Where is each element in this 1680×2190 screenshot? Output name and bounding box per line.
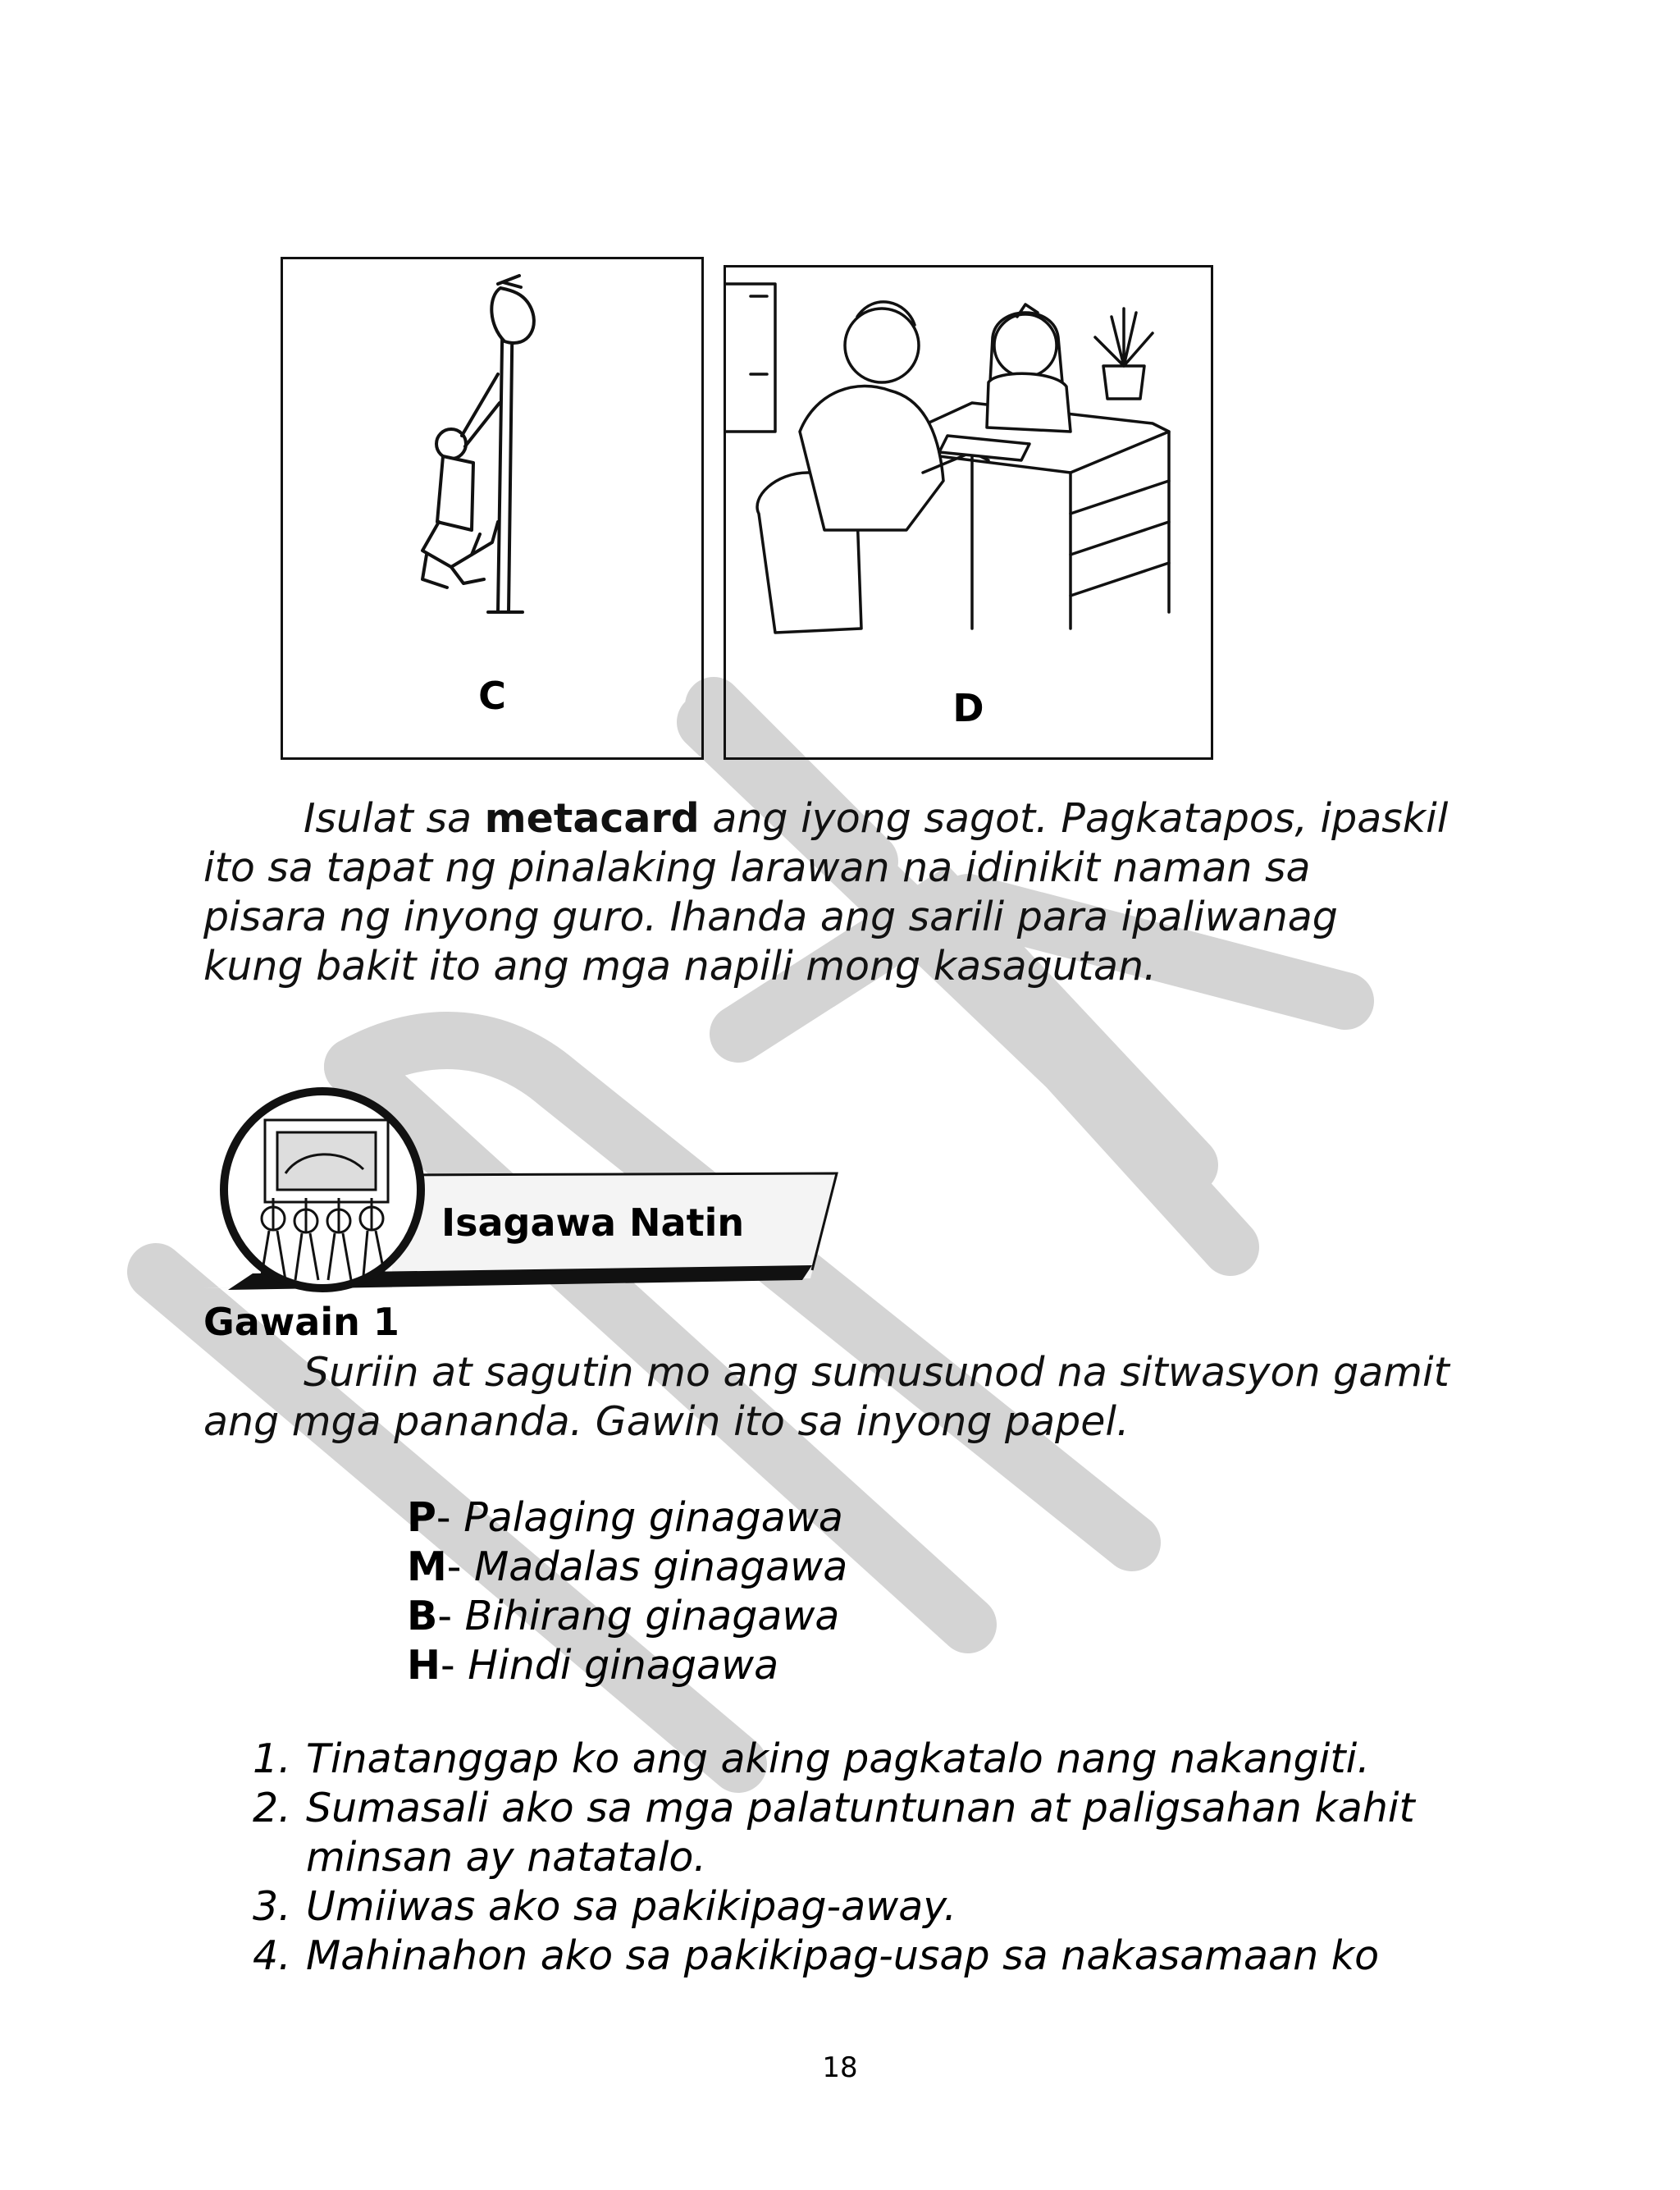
legend-row: P- Palaging ginagawa (407, 1494, 843, 1541)
section-banner (203, 1075, 851, 1298)
instruction-line-1: Suriin at sagutin mo ang sumusunod na sitwasyon gamit (304, 1349, 1449, 1396)
office-interview-illustration (726, 267, 1211, 653)
panel-d-letter: D (952, 686, 984, 730)
list-item: 3. Umiiwas ako sa pakikipag-away. (253, 1883, 957, 1930)
list-item: 4. Mahinahon ako sa pakikipag-usap sa nakasamaan ko (253, 1932, 1380, 1979)
list-item: 2. Sumasali ako sa mga palatuntunan at paligsahan kahit minsan ay natatalo. (253, 1785, 1415, 1881)
banner-graphic (203, 1075, 851, 1298)
legend-list (407, 1493, 847, 1690)
intro-bold-term: metacard (484, 795, 700, 842)
intro-text-before: Isulat sa (304, 795, 485, 842)
boy-climbing-pole-illustration (283, 259, 701, 670)
intro-line-1: ang iyong sagot. Pagkatapos, ipaskil (699, 795, 1449, 842)
intro-line-2: ito sa tapat ng pinalaking larawan na idinikit naman sa (203, 844, 1311, 891)
banner-title: Isagawa Natin (441, 1200, 745, 1245)
list-item: 1. Tinatanggap ko ang aking pagkatalo nang nakangiti. (253, 1735, 1370, 1782)
legend-row: H- Hindi ginagawa (407, 1642, 779, 1689)
illustration-panel-d (724, 265, 1213, 760)
illustration-panel-c (281, 257, 704, 760)
legend-row: M- Madalas ginagawa (407, 1543, 848, 1590)
legend-row: B- Bihirang ginagawa (407, 1593, 840, 1639)
activity-instruction (203, 1348, 1483, 1447)
panel-c-letter: C (478, 674, 506, 718)
situation-list (203, 1735, 1516, 1981)
instruction-line-2: ang mga pananda. Gawin ito sa inyong papel. (203, 1398, 1130, 1445)
activity-title: Gawain 1 (203, 1300, 399, 1344)
page-number: 18 (822, 2051, 858, 2084)
intro-line-3: pisara ng inyong guro. Ihanda ang sarili para ipaliwanag (203, 894, 1338, 940)
intro-line-4: kung bakit ito ang mga napili mong kasagutan. (203, 943, 1157, 990)
intro-paragraph (203, 794, 1483, 991)
